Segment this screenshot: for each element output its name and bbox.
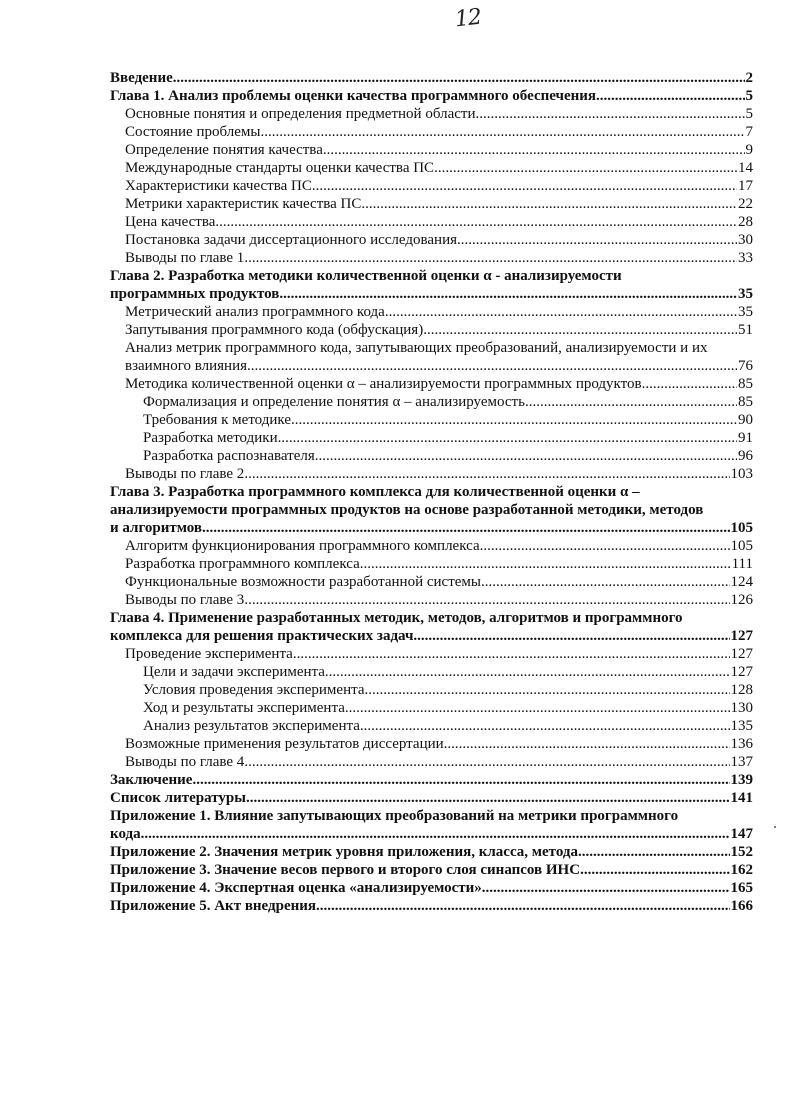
toc-entry-title: Метрики характеристик качества ПС	[125, 196, 362, 212]
toc-entry-row	[143, 429, 753, 447]
toc-entry-title: Разработка распознавателя	[143, 448, 315, 464]
toc-entry	[110, 555, 753, 573]
toc-entry-title: Выводы по главе 2	[125, 466, 245, 482]
toc-entry	[110, 465, 753, 483]
toc-page-number: 90	[738, 412, 753, 428]
toc-page-number: 139	[730, 772, 753, 788]
toc-page-number: 51	[738, 322, 753, 338]
toc-entry-row	[125, 591, 753, 609]
toc-entry-row	[125, 537, 753, 555]
toc-page-number: 147	[730, 826, 753, 842]
toc-entry-row	[143, 681, 753, 699]
toc-entry	[110, 249, 753, 267]
toc-entry-title: Выводы по главе 4	[125, 754, 245, 770]
toc-entry	[110, 735, 753, 753]
dot-leader	[293, 645, 730, 663]
toc-entry-title: Формализация и определение понятия α – анализируемость	[143, 394, 525, 410]
toc-entry-row	[110, 879, 753, 897]
toc-entry-row	[125, 555, 753, 573]
dot-leader	[385, 303, 737, 321]
toc-entry-row	[110, 627, 753, 645]
toc-page-number: 28	[738, 214, 753, 230]
toc-entry-row	[143, 663, 753, 681]
toc-entry-row	[125, 159, 753, 177]
toc-page-number: 22	[738, 196, 753, 212]
toc-page-number: 135	[730, 718, 753, 734]
dot-leader	[192, 771, 729, 789]
toc-entry	[110, 321, 753, 339]
table-of-contents	[110, 69, 753, 915]
toc-entry	[110, 537, 753, 555]
toc-page-number: 30	[738, 232, 753, 248]
toc-entry	[110, 429, 753, 447]
dot-leader	[444, 735, 730, 753]
toc-entry-title: Заключение	[110, 772, 193, 788]
toc-page-number: 105	[730, 538, 753, 554]
toc-entry-row	[143, 393, 753, 411]
toc-entry-row	[143, 717, 753, 735]
dot-leader	[279, 285, 737, 303]
toc-entry-title-line: Глава 2. Разработка методики количественной оценки α - анализируемости	[110, 268, 622, 284]
toc-entry	[110, 123, 753, 141]
toc-page-number: 85	[738, 376, 753, 392]
toc-entry-row	[125, 249, 753, 267]
toc-entry-row	[110, 519, 753, 537]
toc-entry	[110, 807, 753, 843]
dot-leader	[315, 447, 737, 465]
toc-page-number: 136	[730, 736, 753, 752]
dot-leader	[480, 537, 730, 555]
toc-entry-title-line: Анализ метрик программного кода, запутывающих преобразований, анализируемости и их	[125, 340, 708, 356]
toc-page-number: 103	[730, 466, 753, 482]
toc-entry-title: Возможные применения результатов диссертации	[125, 736, 444, 752]
dot-leader	[365, 681, 730, 699]
dot-leader	[482, 879, 730, 897]
toc-entry	[110, 87, 753, 105]
toc-entry-row	[125, 465, 753, 483]
handwritten-page-mark: 12	[453, 4, 483, 33]
toc-entry-row	[125, 177, 753, 195]
toc-entry-row	[125, 231, 753, 249]
toc-entry-row	[110, 843, 753, 861]
toc-page-number: 96	[738, 448, 753, 464]
toc-entry-title-line: Приложение 1. Влияние запутывающих преобразований на метрики программного	[110, 808, 679, 824]
toc-entry-title: и алгоритмов	[110, 520, 202, 536]
dot-leader	[413, 627, 729, 645]
dot-leader	[316, 897, 729, 915]
toc-entry-title-line: анализируемости программных продуктов на основе разработанной методики, методов	[110, 502, 704, 518]
dot-leader	[360, 555, 731, 573]
toc-page-number: 33	[738, 250, 753, 266]
toc-entry	[110, 339, 753, 375]
toc-entry-title: Приложение 4. Экспертная оценка «анализируемости»	[110, 880, 482, 896]
toc-entry-title: Постановка задачи диссертационного исследования	[125, 232, 457, 248]
toc-entry-row	[125, 357, 753, 375]
dot-leader	[596, 87, 744, 105]
toc-entry-row	[110, 285, 753, 303]
toc-entry-title: Определение понятия качества	[125, 142, 323, 158]
toc-entry-row	[110, 87, 753, 105]
toc-entry	[110, 681, 753, 699]
toc-entry-row	[125, 645, 753, 663]
toc-entry	[110, 231, 753, 249]
toc-entry	[110, 645, 753, 663]
toc-entry-title: Выводы по главе 1	[125, 250, 245, 266]
toc-entry-title: взаимного влияния	[125, 358, 247, 374]
toc-entry	[110, 753, 753, 771]
toc-page-number: 166	[730, 898, 753, 914]
toc-entry	[110, 771, 753, 789]
dot-leader	[141, 825, 730, 843]
toc-entry	[110, 267, 753, 303]
toc-entry-title: комплекса для решения практических задач	[110, 628, 414, 644]
toc-entry-title: Характеристики качества ПС	[125, 178, 312, 194]
toc-entry-title: Выводы по главе 3	[125, 592, 245, 608]
toc-page-number: 165	[730, 880, 753, 896]
dot-leader	[215, 213, 737, 231]
toc-entry	[110, 105, 753, 123]
dot-leader	[244, 753, 729, 771]
dot-leader	[244, 591, 729, 609]
toc-entry-title: Анализ результатов эксперимента	[143, 718, 360, 734]
toc-entry-row	[125, 303, 753, 321]
toc-entry	[110, 195, 753, 213]
toc-entry-row	[125, 573, 753, 591]
toc-entry	[110, 177, 753, 195]
dot-leader	[423, 321, 737, 339]
toc-page-number: 76	[738, 358, 753, 374]
toc-entry	[110, 141, 753, 159]
toc-entry-row	[125, 195, 753, 213]
toc-entry	[110, 303, 753, 321]
toc-entry-title: Введение	[110, 70, 173, 86]
dot-leader	[291, 411, 737, 429]
toc-page-number: 9	[745, 142, 753, 158]
toc-page-number: 127	[730, 628, 753, 644]
toc-entry	[110, 69, 753, 87]
dot-leader	[247, 357, 737, 375]
toc-entry-title: Основные понятия и определения предметной области	[125, 106, 476, 122]
toc-page-number: 17	[738, 178, 753, 194]
toc-entry	[110, 897, 753, 915]
dot-leader	[173, 69, 745, 87]
toc-entry-title: Приложение 5. Акт внедрения	[110, 898, 317, 914]
toc-page-number: 5	[745, 106, 753, 122]
dot-leader	[312, 177, 737, 195]
toc-entry	[110, 699, 753, 717]
toc-entry-row	[110, 69, 753, 87]
toc-page-number: 35	[738, 286, 753, 302]
toc-entry-title: Методика количественной оценки α – анализируемости программных продуктов	[125, 376, 642, 392]
dot-leader	[457, 231, 737, 249]
toc-entry-title: Метрический анализ программного кода	[125, 304, 385, 320]
scan-speck	[774, 826, 776, 828]
toc-entry-title: Список литературы	[110, 790, 246, 806]
toc-entry-row	[110, 861, 753, 879]
dot-leader	[329, 663, 730, 681]
toc-page-number: 105	[730, 520, 753, 536]
toc-entry	[110, 591, 753, 609]
toc-entry-title: Международные стандарты оценки качества ПС	[125, 160, 435, 176]
toc-page-number: 128	[730, 682, 753, 698]
toc-entry-title: Проведение эксперимента	[125, 646, 293, 662]
toc-entry	[110, 789, 753, 807]
toc-entry-title: Состояние проблемы	[125, 124, 261, 140]
toc-page-number: 162	[730, 862, 753, 878]
toc-entry	[110, 447, 753, 465]
toc-entry	[110, 879, 753, 897]
dot-leader	[246, 789, 730, 807]
toc-entry-title: кода	[110, 826, 141, 842]
toc-entry	[110, 483, 753, 537]
dot-leader	[434, 159, 737, 177]
toc-entry-row	[125, 105, 753, 123]
toc-page-number: 124	[730, 574, 753, 590]
toc-entry-title: Приложение 3. Значение весов первого и второго слоя синапсов ИНС	[110, 862, 581, 878]
toc-page-number: 7	[745, 124, 753, 140]
toc-page-number: 127	[730, 664, 753, 680]
toc-page-number: 137	[730, 754, 753, 770]
toc-entry	[110, 411, 753, 429]
toc-entry-row	[110, 897, 753, 915]
toc-entry-row	[125, 213, 753, 231]
toc-entry-row	[125, 753, 753, 771]
dot-leader	[244, 249, 737, 267]
toc-page-number: 85	[738, 394, 753, 410]
toc-entry-title: Цена качества	[125, 214, 216, 230]
toc-entry-row	[110, 789, 753, 807]
dot-leader	[578, 843, 730, 861]
toc-page-number: 127	[730, 646, 753, 662]
toc-entry	[110, 213, 753, 231]
toc-entry-title: Ход и результаты эксперимента	[143, 700, 345, 716]
toc-entry	[110, 843, 753, 861]
toc-entry-row	[143, 699, 753, 717]
toc-entry-row	[110, 771, 753, 789]
toc-entry-title: Цели и задачи эксперимента.	[143, 664, 329, 680]
toc-entry-title-line: Глава 4. Применение разработанных методик, методов, алгоритмов и программного	[110, 610, 683, 626]
toc-entry-row	[143, 411, 753, 429]
toc-entry-row	[110, 825, 753, 843]
toc-page-number: 35	[738, 304, 753, 320]
toc-page-number: 91	[738, 430, 753, 446]
toc-page-number: 5	[745, 88, 753, 104]
toc-entry-row	[125, 141, 753, 159]
toc-entry-row	[125, 375, 753, 393]
dot-leader	[580, 861, 729, 879]
dot-leader	[202, 519, 730, 537]
dot-leader	[360, 717, 730, 735]
toc-page-number: 14	[738, 160, 753, 176]
toc-entry-title: Функциональные возможности разработанной системы	[125, 574, 481, 590]
toc-entry-title: Разработка методики	[143, 430, 278, 446]
toc-entry-title: Алгоритм функционирования программного комплекса	[125, 538, 480, 554]
toc-entry-title: Разработка программного комплекса	[125, 556, 360, 572]
dot-leader	[323, 141, 745, 159]
toc-entry-row	[125, 321, 753, 339]
toc-entry-row	[143, 447, 753, 465]
dot-leader	[260, 123, 744, 141]
dot-leader	[244, 465, 729, 483]
toc-entry	[110, 861, 753, 879]
toc-entry-title: Запутывания программного кода (обфускация)	[125, 322, 424, 338]
toc-entry-title: Глава 1. Анализ проблемы оценки качества программного обеспечения	[110, 88, 597, 104]
toc-entry-row	[125, 123, 753, 141]
toc-entry	[110, 609, 753, 645]
toc-page-number: 126	[730, 592, 753, 608]
toc-entry	[110, 573, 753, 591]
toc-page-number: 111	[731, 556, 753, 572]
toc-page-number: 130	[730, 700, 753, 716]
toc-entry	[110, 375, 753, 393]
dot-leader	[345, 699, 730, 717]
toc-page-number: 2	[745, 70, 753, 86]
toc-entry-row	[125, 735, 753, 753]
dot-leader	[481, 573, 730, 591]
toc-entry-title: программных продуктов	[110, 286, 280, 302]
dot-leader	[642, 375, 737, 393]
dot-leader	[361, 195, 737, 213]
toc-entry-title-line: Глава 3. Разработка программного комплекса для количественной оценки α –	[110, 484, 640, 500]
toc-entry-title: Приложение 2. Значения метрик уровня приложения, класса, метода	[110, 844, 578, 860]
toc-page-number: 152	[730, 844, 753, 860]
toc-entry-title: Условия проведения эксперимента	[143, 682, 365, 698]
toc-page-number: 141	[730, 790, 753, 806]
dot-leader	[278, 429, 737, 447]
dot-leader	[475, 105, 744, 123]
toc-entry	[110, 717, 753, 735]
toc-entry	[110, 393, 753, 411]
toc-entry-title: Требования к методике	[143, 412, 291, 428]
dot-leader	[525, 393, 737, 411]
toc-entry	[110, 663, 753, 681]
toc-entry	[110, 159, 753, 177]
